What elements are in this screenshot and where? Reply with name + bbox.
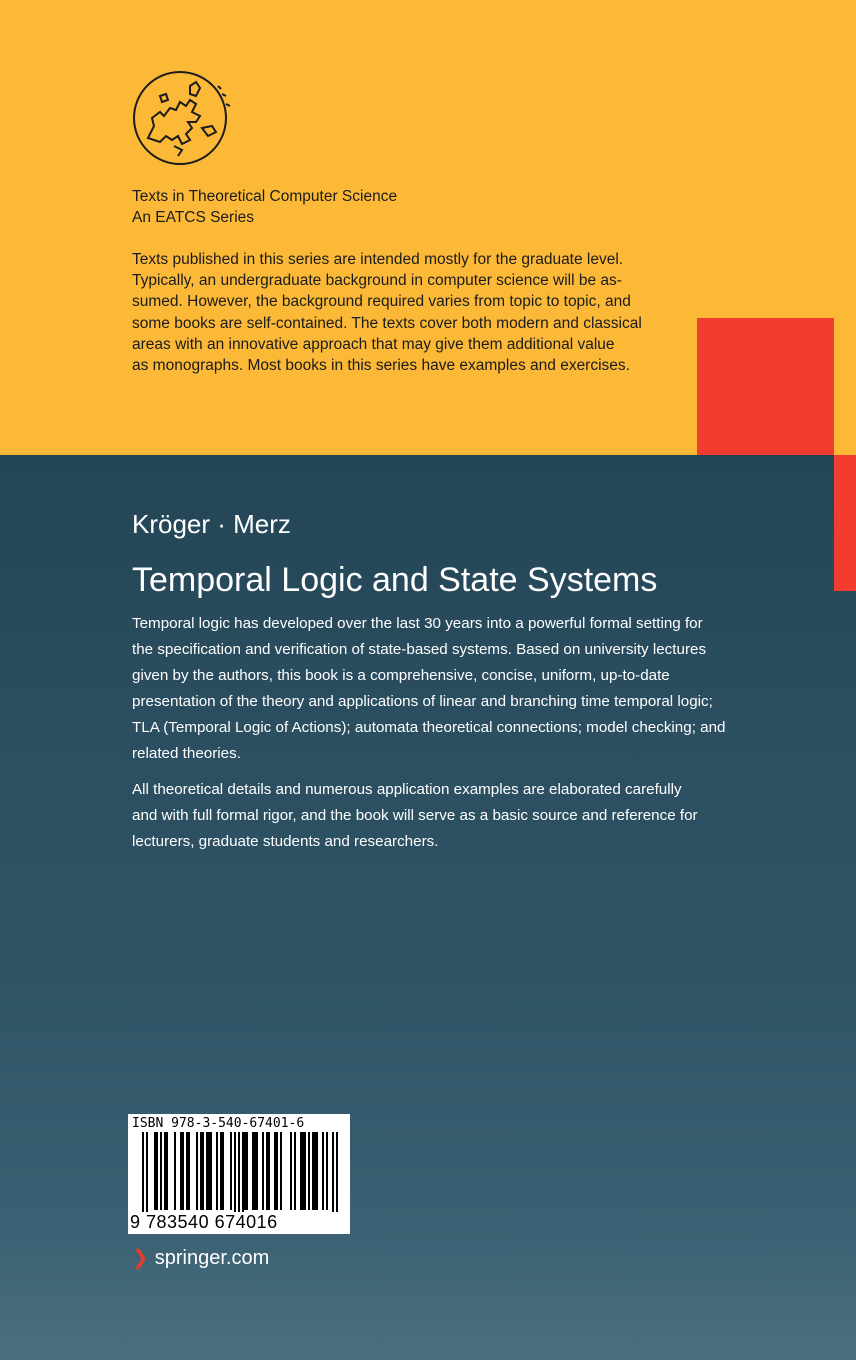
barcode-bar [182, 1132, 184, 1210]
barcode-bar [216, 1132, 218, 1210]
barcode-bar [196, 1132, 198, 1210]
barcode-bar [252, 1132, 254, 1210]
barcode-bar [166, 1132, 168, 1210]
barcode-bar [180, 1132, 182, 1210]
series-description-line: Typically, an undergraduate background in computer science will be as- [132, 272, 622, 290]
blurb-line: presentation of the theory and applications of linear and branching time temporal logic; [132, 693, 713, 710]
series-title-line: Texts in Theoretical Computer Science [132, 188, 398, 205]
blurb-paragraph [132, 777, 712, 855]
series-description-line: as monographs. Most books in this series have examples and exercises. [132, 357, 630, 375]
barcode-bar [156, 1132, 158, 1210]
barcode-bar [188, 1132, 190, 1210]
barcode-bar [300, 1132, 302, 1210]
barcode-bar [210, 1132, 212, 1210]
barcode-bar [294, 1132, 296, 1210]
barcode-bar [164, 1132, 166, 1210]
barcode-bar [336, 1132, 338, 1212]
barcode-bar [234, 1132, 236, 1212]
barcode-bar [268, 1132, 270, 1210]
barcode-bar [238, 1132, 240, 1212]
blurb-line: given by the authors, this book is a comprehensive, concise, uniform, up-to-date [132, 667, 670, 684]
barcode-bar [208, 1132, 210, 1210]
series-description-line: some books are self-contained. The texts cover both modern and classical [132, 314, 642, 332]
barcode-bar [314, 1132, 316, 1210]
barcode-bar [220, 1132, 222, 1210]
accent-strip [834, 455, 856, 591]
barcode-bar [308, 1132, 310, 1210]
barcode-bar [304, 1132, 306, 1210]
blurb-line: related theories. [132, 745, 241, 762]
accent-block [697, 318, 834, 455]
barcode-bar [262, 1132, 264, 1210]
barcode-bar [244, 1132, 246, 1210]
barcode-bar [142, 1132, 144, 1212]
eatcs-logo-icon [130, 66, 236, 172]
blurb-paragraph [132, 611, 726, 767]
barcode-bar [326, 1132, 328, 1210]
barcode-bar [256, 1132, 258, 1210]
barcode-bar [186, 1132, 188, 1210]
barcode-bar [274, 1132, 276, 1210]
barcode-bar [202, 1132, 204, 1210]
blurb-line: the specification and verification of state-based systems. Based on university lectures [132, 641, 707, 658]
blurb-line: TLA (Temporal Logic of Actions); automata theoretical connections; model checking; and [132, 719, 726, 736]
barcode-bar [322, 1132, 324, 1210]
barcode-bar [276, 1132, 278, 1210]
chevron-right-icon: ❯ [132, 1247, 149, 1269]
isbn-barcode [128, 1114, 350, 1234]
barcode-digits: 9 783540 674016 [130, 1212, 278, 1232]
isbn-label: ISBN 978-3-540-67401-6 [132, 1116, 305, 1131]
barcode-bars-icon [128, 1132, 350, 1212]
barcode-bar [290, 1132, 292, 1210]
barcode-bar [146, 1132, 148, 1212]
barcode-bar [266, 1132, 268, 1210]
barcode-bar [280, 1132, 282, 1210]
barcode-bar [302, 1132, 304, 1210]
barcode-bar [254, 1132, 256, 1210]
blurb-line: and with full formal rigor, and the book will serve as a basic source and reference for [132, 807, 698, 824]
barcode-bar [316, 1132, 318, 1210]
series-description-line: sumed. However, the background required varies from topic to topic, and [132, 293, 631, 311]
barcode-bar [312, 1132, 314, 1210]
book-authors: Kröger · Merz [132, 509, 291, 539]
barcode-bar [174, 1132, 176, 1210]
barcode-bar [246, 1132, 248, 1210]
book-title: Temporal Logic and State Systems [132, 561, 658, 599]
series-subtitle-line: An EATCS Series [132, 209, 255, 226]
series-title [132, 186, 692, 228]
barcode-bar [200, 1132, 202, 1210]
barcode-bar [160, 1132, 162, 1210]
publisher-link[interactable] [132, 1244, 269, 1272]
blurb-line: lecturers, graduate students and researchers. [132, 833, 439, 850]
series-description-line: Texts published in this series are intended mostly for the graduate level. [132, 251, 624, 268]
series-description [132, 249, 672, 376]
series-description-line: areas with an innovative approach that may give them additional value [132, 335, 615, 353]
blurb-line: All theoretical details and numerous application examples are elaborated carefully [132, 781, 682, 798]
blurb-line: Temporal logic has developed over the last 30 years into a powerful formal setting for [132, 615, 703, 632]
barcode-bar [242, 1132, 244, 1212]
barcode-bar [332, 1132, 334, 1212]
barcode-bar [206, 1132, 208, 1210]
barcode-bar [154, 1132, 156, 1210]
barcode-bar [222, 1132, 224, 1210]
barcode-bar [230, 1132, 232, 1210]
publisher-url: springer.com [154, 1247, 270, 1269]
